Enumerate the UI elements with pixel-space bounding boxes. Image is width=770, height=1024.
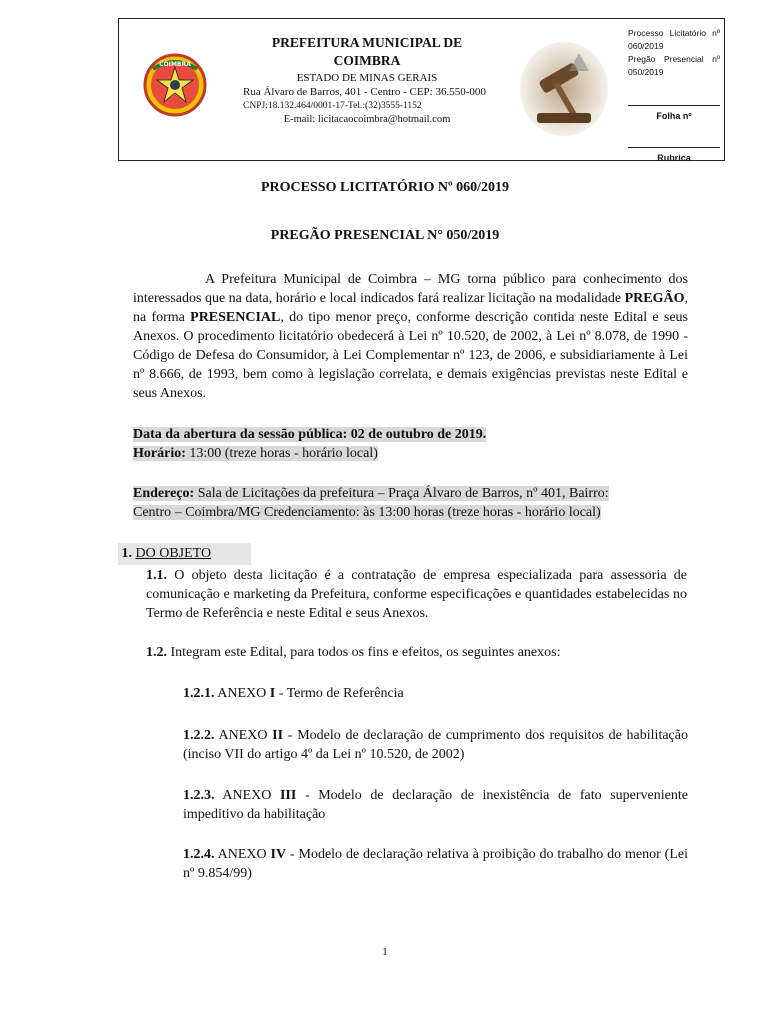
session-time: Horário: 13:00 (treze horas - horário local) [133, 446, 378, 461]
municipality-address: Rua Álvaro de Barros, 401 - Centro - CEP: 36.550-000 [243, 86, 486, 98]
svg-text:COIMBRA: COIMBRA [159, 61, 191, 68]
state-name: ESTADO DE MINAS GERAIS [296, 72, 438, 84]
folha-label: Folha nº [656, 111, 692, 121]
rubrica-label: Rubrica [657, 153, 691, 163]
gavel-justice-image [519, 41, 609, 137]
annex-3: 1.2.3. ANEXO III - Modelo de declaração de inexistência de fato superveniente impeditivo da habilitação [183, 788, 688, 822]
opening-date: Data da abertura da sessão pública: 02 de outubro de 2019. [133, 427, 487, 442]
process-title: PROCESSO LICITATÓRIO Nº 060/2019 [261, 180, 509, 195]
document-header [118, 18, 725, 161]
session-address: Endereço: Sala de Licitações da prefeitura – Praça Álvaro de Barros, nº 401, Bairro: Centro – Coimbra/MG Credenciamento: às 13:00 horas (treze horas - horário local) [133, 486, 609, 520]
municipality-cnpj: CNPJ:18.132.464/0001-17-Tel.:(32)3555-1152 [243, 101, 422, 111]
pregao-title: PREGÃO PRESENCIAL N° 050/2019 [270, 228, 500, 243]
intro-paragraph: A Prefeitura Municipal de Coimbra – MG torna público para conhecimento dos interessados que na data, horário e local indicados fará realizar licitação na modalidade PREGÃO, na forma PRESENCIAL, do tipo menor preço, conforme descrição contida neste Edital e seus Anexos. O procedimento licitatório obedecerá à Lei nº 10.520, de 2002, à Lei nº 8.078, de 1990 - Código de Defesa do Consumidor, à Lei Complementar nº 123, de 2006, e subsidiariamente à Lei nº 8.666, de 1993, bem como à legislação correlata, e demais exigências previstas neste Edital e seus Anexos. [133, 272, 688, 401]
municipality-name: PREFEITURA MUNICIPAL DE COIMBRA [271, 35, 463, 68]
side-process-number: Processo Licitatório nº 060/2019 [628, 28, 720, 51]
page-number: 1 [382, 946, 388, 958]
annex-1: 1.2.1. ANEXO I - Termo de Referência [183, 686, 404, 701]
session-info [133, 425, 693, 463]
municipality-email: E-mail: licitacaocoimbra@hotmail.com [283, 114, 451, 125]
annex-4: 1.2.4. ANEXO IV - Modelo de declaração relativa à proibição do trabalho do menor (Lei nº 9.854/99) [183, 847, 688, 881]
annex-2: 1.2.2. ANEXO II - Modelo de declaração de cumprimento dos requisitos de habilitação (inciso VII do artigo 4º da Lei nº 10.520, de 2002) [183, 728, 688, 762]
rubrica-line [628, 147, 720, 148]
municipal-coat-of-arms-icon [143, 53, 207, 117]
section-1-heading: 1. DO OBJETO [118, 543, 251, 565]
side-pregao-number: Pregão Presencial nº 050/2019 [628, 54, 720, 77]
item-1-2: 1.2. Integram este Edital, para todos os fins e efeitos, os seguintes anexos: [146, 645, 561, 660]
item-1-1: 1.1. O objeto desta licitação é a contratação de empresa especializada para assessoria de comunicação e marketing da Prefeitura, conforme especificações e quantidades estabelecidas no Termo de Referência e neste Edital e seus Anexos. [146, 568, 687, 621]
header-text-block [243, 34, 491, 127]
process-info-box [628, 27, 720, 165]
folha-line [628, 105, 720, 106]
